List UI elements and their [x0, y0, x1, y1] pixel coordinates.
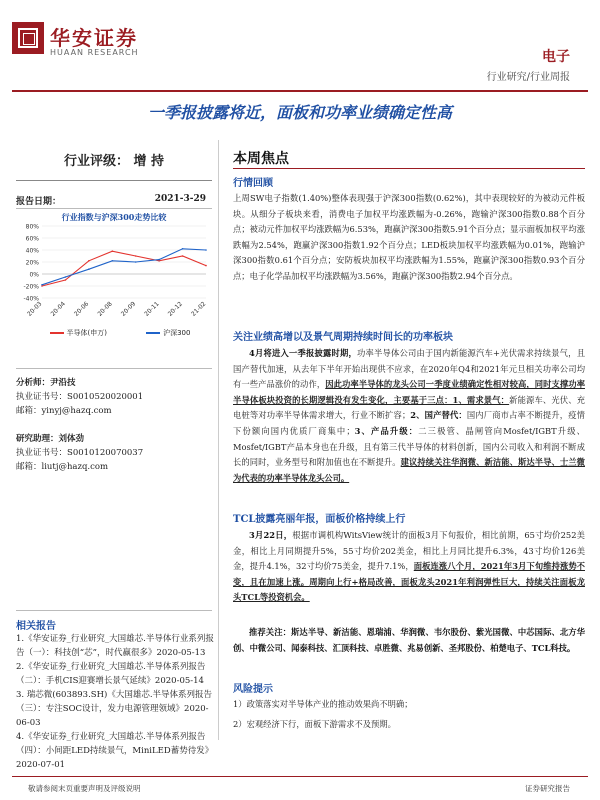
analyst-cert: 执业证书号：S0010520020001	[16, 392, 144, 402]
report-date-row	[16, 194, 206, 207]
left-divider-3	[16, 368, 212, 369]
x-tick-label: 20-12	[166, 300, 184, 318]
section-title: 本周焦点	[233, 151, 289, 167]
y-tick-label: -40%	[23, 295, 39, 303]
section-underline	[233, 168, 585, 169]
recommend-label: 推荐关注：	[249, 627, 292, 637]
series-point	[111, 260, 113, 262]
series-point	[205, 249, 207, 251]
recommend-list: 斯达半导、新洁能、恩瑞浦、华润微、韦尔股份、紫光国微、中芯国际、北方华创、中微公司、闻泰科技、汇顶科技、卓胜微、兆易创新、圣邦股份、柏楚电子、TCL科技。	[233, 627, 585, 653]
x-tick-label: 20-08	[96, 300, 114, 318]
left-divider-2	[16, 208, 212, 209]
x-tick-label: 21-02	[190, 300, 208, 318]
related-report-item[interactable]: 2.《华安证券_行业研究_大国雄芯.半导体系列报告（二）：手机CIS迎赛增长景气延续》2020-05-14	[16, 662, 206, 686]
index-comparison-chart	[16, 222, 212, 326]
y-tick-label: -20%	[23, 283, 39, 291]
assistant-title: 研究助理：	[16, 434, 59, 444]
series-line-semis	[42, 251, 206, 286]
y-tick-label: 80%	[25, 223, 39, 231]
analyst-title: 分析师：	[16, 378, 51, 388]
legend-item-semis: 半导体(申万)	[50, 328, 107, 338]
header-divider	[12, 90, 588, 92]
column-divider	[218, 140, 219, 740]
left-divider	[16, 180, 212, 181]
series-point	[65, 276, 67, 278]
x-tick-label: 20-03	[26, 300, 44, 318]
recommendation-paragraph	[233, 625, 585, 656]
related-report-item[interactable]: 1.《华安证券_行业研究_大国雄芯.半导体行业系列报告（一）：科技创“芯”，时代赢很多》2020-05-13	[16, 634, 214, 658]
assistant-email[interactable]: 邮箱：liutj@hazq.com	[16, 462, 109, 472]
analyst-email[interactable]: 邮箱：yinyj@hazq.com	[16, 406, 112, 416]
legend-item-hs300: 沪深300	[146, 328, 190, 338]
series-point	[88, 268, 90, 270]
y-tick-label: 0%	[29, 271, 39, 279]
date-value: 2021-3-29	[154, 194, 206, 204]
logo-cn-text: 华安证券	[50, 26, 138, 50]
report-type: 行业研究/行业周报	[486, 72, 570, 83]
huaan-logo-icon	[12, 22, 44, 54]
x-tick-label: 20-04	[49, 300, 67, 318]
x-tick-label: 20-11	[143, 300, 161, 318]
risk-item-1: 1）政策落实对半导体产业的推动效果尚不明确；	[233, 699, 413, 709]
y-tick-label: 40%	[25, 247, 39, 255]
date-label: 报告日期：	[16, 197, 62, 207]
series-point	[205, 265, 207, 267]
power-semis-paragraph: 4月将进入一季报披露时期，功率半导体公司由于国内新能源汽车+光伏需求持续景气，且国产替代加速，从去年下半年开始出现供不应求，在2020年Q4和2021年元旦相关功率公司均有一些产品涨价的动作，因此功率半导体的龙头公司一季度业绩确定性相对较高，同时支撑功率半导体板块投资的长期逻辑没有发生变化，主要基于三点：1、需求景气：新能源车、光伏、充电桩等对功率半导体需求增大，行业不断扩容；2、国产替代：国内厂商市占率不断提升，疫情下份额向国内优质厂商集中；3、产品升级：二三极管、晶闸管向Mosfet/IGBT升级、Mosfet/IGBT产品本身也在升级，且有第三代半导体的材料创新，国内公司收入和利润不断成长的同时，业务型号和附加值也在不断提升。建议持续关注华润微、新洁能、斯达半导、士兰微为代表的功率半导体龙头公司。	[233, 348, 585, 483]
y-tick-label: 60%	[25, 235, 39, 243]
logo-en-text: HUAAN RESEARCH	[50, 48, 139, 57]
chart-legend	[30, 328, 210, 338]
series-point	[111, 250, 113, 252]
series-point	[135, 255, 137, 257]
left-divider-4	[16, 610, 212, 611]
heading-risk: 风险提示	[233, 684, 273, 695]
related-reports-list	[16, 632, 216, 772]
market-review-paragraph: 上周SW电子指数(1.40%)整体表现强于沪深300指数(0.62%)，其中表现较好的为被动元件板块。从细分子板块来看，消费电子加权平均涨跌幅为-0.26%，跑输沪深300指数0.88个百分点；被动元件加权平均涨跌幅为6.53%，跑赢沪深300指数5.91个百分点；显示面板加权平均涨跌幅为2.54%，跑赢沪深300指数1.92个百分点；LED板块加权平均涨跌幅为0.01%，跑输沪深300指数0.61个百分点；安防板块加权平均涨跌幅为1.55%，跑赢沪深300指数0.93个百分点；电子化学品加权平均涨跌幅为3.56%，跑赢沪深300指数2.94个百分点。	[233, 193, 585, 281]
analyst-block	[16, 376, 212, 474]
chart-title: 行业指数与沪深300走势比较	[61, 212, 167, 222]
rating-label: 行业评级：	[63, 154, 129, 169]
industry-name: 电子	[542, 49, 570, 65]
heading-power-semis: 关注业绩高增以及景气周期持续时间长的功率板块	[233, 332, 453, 343]
series-point	[135, 261, 137, 263]
series-point	[158, 259, 160, 261]
related-report-item[interactable]: 3. 瑞芯微(603893.SH)《大国雄芯.半导体系列报告（三）：专注SOC设计，发力电源管理领域》2020-06-03	[16, 690, 213, 728]
series-point	[65, 279, 67, 281]
x-tick-label: 20-09	[119, 300, 138, 318]
heading-tcl: TCL披露亮丽年报，面板价格持续上行	[233, 514, 406, 525]
footer-divider	[12, 776, 588, 777]
risk-item-2: 2）宏观经济下行，面板下游需求不及预期。	[233, 719, 396, 729]
focus-lead: 4月将进入一季报披露时期，	[249, 348, 357, 358]
industry-rating	[16, 150, 212, 169]
assistant-cert: 执业证书号：S0010120070037	[16, 448, 144, 458]
heading-market-review: 行情回顾	[233, 178, 273, 189]
series-point	[88, 260, 90, 262]
y-tick-label: 20%	[25, 259, 39, 267]
assistant-name: 刘体劲	[58, 434, 85, 444]
footer-label: 证券研究报告	[525, 784, 570, 793]
related-report-item[interactable]: 4.《华安证券_行业研究_大国雄芯.半导体系列报告（四）：小间距LED持续景气，MiniLED蓄势待发》2020-07-01	[16, 732, 214, 770]
series-point	[41, 284, 43, 286]
related-reports-title: 相关报告	[16, 621, 56, 632]
x-tick-label: 20-06	[72, 300, 91, 318]
tcl-paragraph: 3月22日，根据市调机构WitsView统计的面板3月下旬报价，相比前期，65寸均价252美金，相比上月同期提升5%，55寸均价202美金，相比上月同比提升6.3%，43寸均价126美金，提升4.1%，32寸均价75美金，提升7.1%，面板连涨八个月，2021年3月下旬维持涨势不变，且在加速上涨。周期向上行+格局改善，面板龙头2021年利润弹性巨大，持续关注面板龙头TCL等投资机会。	[233, 530, 585, 603]
report-title: 一季报披露将近，面板和功率业绩确定性高	[147, 103, 452, 122]
series-point	[182, 248, 184, 250]
series-point	[182, 255, 184, 257]
analyst-name: 尹沿技	[50, 378, 76, 388]
rating-value: 增 持	[133, 154, 165, 169]
footer-disclaimer[interactable]: 敬请参阅末页重要声明及评级说明	[28, 784, 141, 793]
